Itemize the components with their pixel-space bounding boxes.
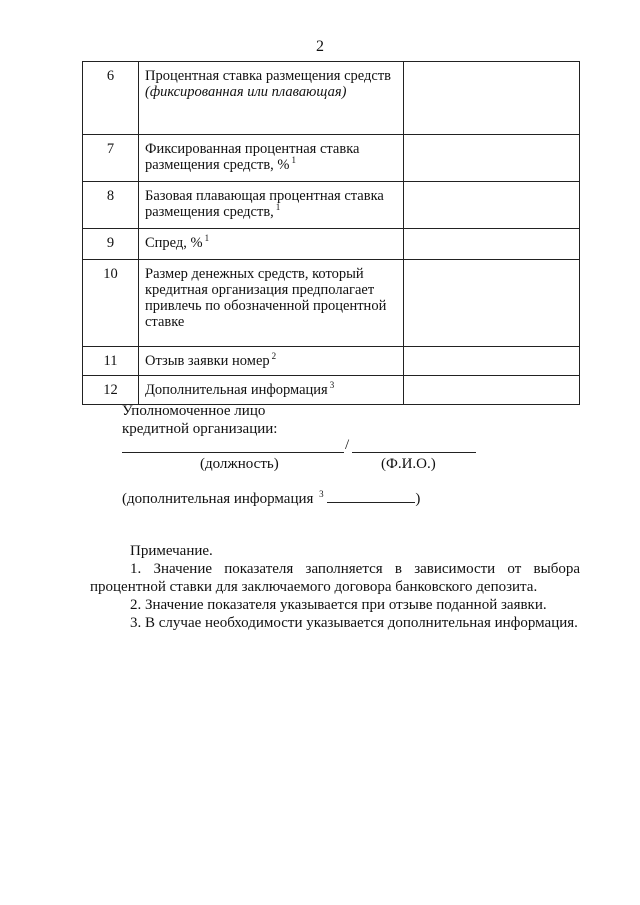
row-number: 9: [83, 229, 139, 260]
footnote-marker: 3: [329, 380, 335, 390]
footnote-marker: 1: [291, 155, 296, 165]
table-row: [83, 135, 580, 182]
row-value-cell[interactable]: [404, 62, 580, 135]
row-label: Базовая плавающая процентная ставка размещения средств, $^1$: [139, 182, 404, 229]
signature-line-1: Уполномоченное лицо: [122, 403, 266, 419]
row-label: Спред, % $^1$: [139, 229, 404, 260]
position-caption: (должность): [200, 456, 279, 472]
additional-info-close: ): [415, 491, 421, 507]
position-signature-line[interactable]: [122, 452, 344, 453]
note-item: 1. Значение показателя заполняется в зависимости от выбора процентной ставки для заключаемого договора банковского депозита.: [90, 561, 580, 595]
footnote-marker: 3: [319, 489, 324, 499]
fio-signature-line[interactable]: [352, 452, 476, 453]
row-number: 11: [83, 347, 139, 376]
table-row: [83, 376, 580, 405]
table-row: [83, 62, 580, 135]
row-value-cell[interactable]: [404, 229, 580, 260]
row-label: Размер денежных средств, который кредитная организация предполагает привлечь по обозначенной процентной ставке: [139, 260, 404, 347]
row-value-cell[interactable]: [404, 182, 580, 229]
additional-info-label: (дополнительная информация: [122, 491, 314, 507]
footnote-marker: 1: [275, 202, 281, 212]
row-label: Процентная ставка размещения средств (фиксированная или плавающая): [139, 62, 404, 135]
row-value-cell[interactable]: [404, 376, 580, 405]
row-label: Дополнительная информация $^3$: [139, 376, 404, 405]
additional-info-line: [122, 490, 420, 508]
row-number: 7: [83, 135, 139, 182]
notes-title: Примечание.: [130, 543, 213, 559]
additional-info-blank[interactable]: [327, 490, 415, 503]
row-value-cell[interactable]: [404, 347, 580, 376]
signature-block: [122, 402, 277, 438]
footnote-marker: 2: [271, 351, 277, 361]
note-item: 2. Значение показателя указывается при отзыве поданной заявки.: [130, 597, 547, 613]
table-row: [83, 182, 580, 229]
row-value-cell[interactable]: [404, 260, 580, 347]
table-row: [83, 229, 580, 260]
row-number: 8: [83, 182, 139, 229]
note-item: 3. В случае необходимости указывается дополнительная информация.: [130, 615, 578, 631]
form-table: [82, 61, 580, 405]
signature-line-2: кредитной организации:: [122, 421, 278, 437]
row-label: Отзыв заявки номер $^2$: [139, 347, 404, 376]
fio-caption: (Ф.И.О.): [381, 456, 436, 472]
row-value-cell[interactable]: [404, 135, 580, 182]
table-row: [83, 260, 580, 347]
table-row: [83, 347, 580, 376]
row-number: 10: [83, 260, 139, 347]
page-number: 2: [316, 38, 324, 55]
notes-section: [90, 542, 580, 632]
footnote-marker: 1: [204, 233, 210, 243]
signature-slash: /: [345, 437, 350, 453]
row-label: Фиксированная процентная ставка размещения средств, % $^1$: [139, 135, 404, 182]
row-number: 6: [83, 62, 139, 135]
row-number: 12: [83, 376, 139, 405]
